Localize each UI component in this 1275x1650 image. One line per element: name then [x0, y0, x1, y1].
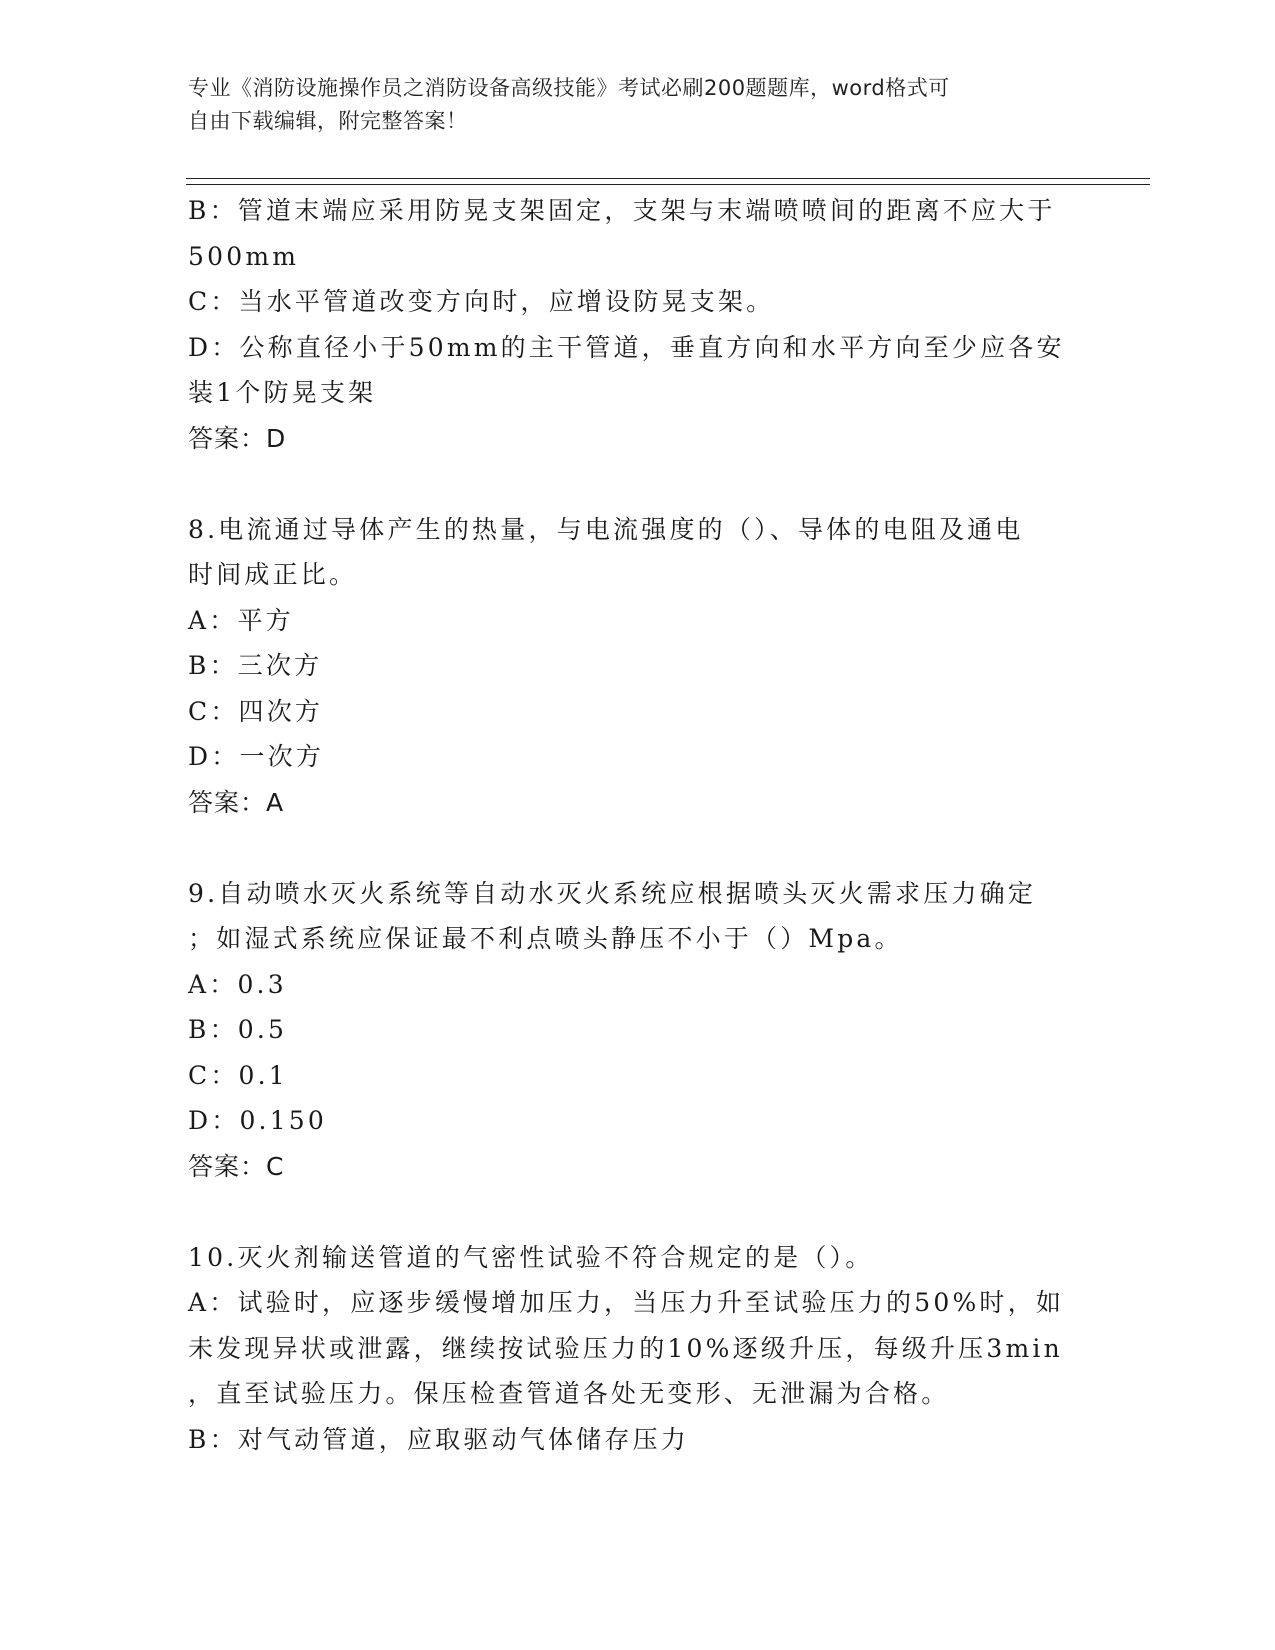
header-divider-bottom [186, 184, 1150, 185]
q7-option-b-line-1: B：管道末端应采用防晃支架固定，支架与末端喷喷间的距离不应大于 [188, 196, 1056, 225]
q9-answer: 答案：C [188, 1151, 285, 1181]
spacer [188, 1189, 1088, 1235]
q7-answer: 答案：D [188, 423, 287, 453]
q10-option-a-line-3: ，直至试验压力。保压检查管道各处无变形、无泄漏为合格。 [188, 1379, 950, 1408]
q8-option-b: B：三次方 [188, 651, 323, 680]
question-content [188, 188, 1088, 1462]
q9-option-b: B：0.5 [188, 1015, 288, 1044]
header-title-line-2: 自由下载编辑，附完整答案！ [188, 109, 468, 133]
question-7-continued [188, 188, 1088, 461]
q9-stem-line-2: ；如湿式系统应保证最不利点喷头静压不小于（）Mpa。 [188, 924, 903, 953]
q10-option-a-line-1: A：试验时，应逐步缓慢增加压力，当压力升至试验压力的50%时，如 [188, 1288, 1065, 1317]
question-9 [188, 871, 1088, 1190]
q8-option-a: A：平方 [188, 605, 294, 635]
q10-stem: 10.灭火剂输送管道的气密性试验不符合规定的是（）。 [188, 1242, 874, 1272]
q7-option-d-line-1: D：公称直径小于50mm的主干管道，垂直方向和水平方向至少应各安 [188, 332, 1065, 362]
q7-option-d-line-2: 装1个防晃支架 [188, 378, 377, 407]
question-10 [188, 1235, 1088, 1463]
q7-option-b-line-2: 500mm [188, 241, 300, 271]
header-title-line-1: 专业《消防设施操作员之消防设备高级技能》考试必刷200题题库，word格式可 [188, 76, 950, 100]
q9-option-a: A：0.3 [188, 969, 287, 999]
spacer [188, 825, 1088, 871]
q9-option-c: C：0.1 [188, 1060, 288, 1090]
q8-option-d: D：一次方 [188, 742, 325, 771]
header-divider-top [186, 178, 1150, 179]
question-8 [188, 507, 1088, 826]
q7-option-c: C：当水平管道改变方向时，应增设防晃支架。 [188, 287, 775, 316]
q9-stem-line-1: 9.自动喷水灭火系统等自动水灭火系统应根据喷头灭火需求压力确定 [188, 878, 1037, 908]
q10-option-a-line-2: 未发现异状或泄露，继续按试验压力的10%逐级升压，每级升压3min [188, 1333, 1063, 1363]
q8-stem-line-2: 时间成正比。 [188, 560, 358, 589]
q8-option-c: C：四次方 [188, 696, 324, 726]
q9-option-d: D：0.150 [188, 1106, 328, 1135]
page-header [188, 72, 1068, 138]
q8-stem-line-1: 8.电流通过导体产生的热量，与电流强度的（）、导体的电阻及通电 [188, 514, 1024, 544]
q10-option-b: B：对气动管道，应取驱动气体储存压力 [188, 1424, 689, 1454]
spacer [188, 461, 1088, 507]
q8-answer: 答案：A [188, 787, 285, 817]
